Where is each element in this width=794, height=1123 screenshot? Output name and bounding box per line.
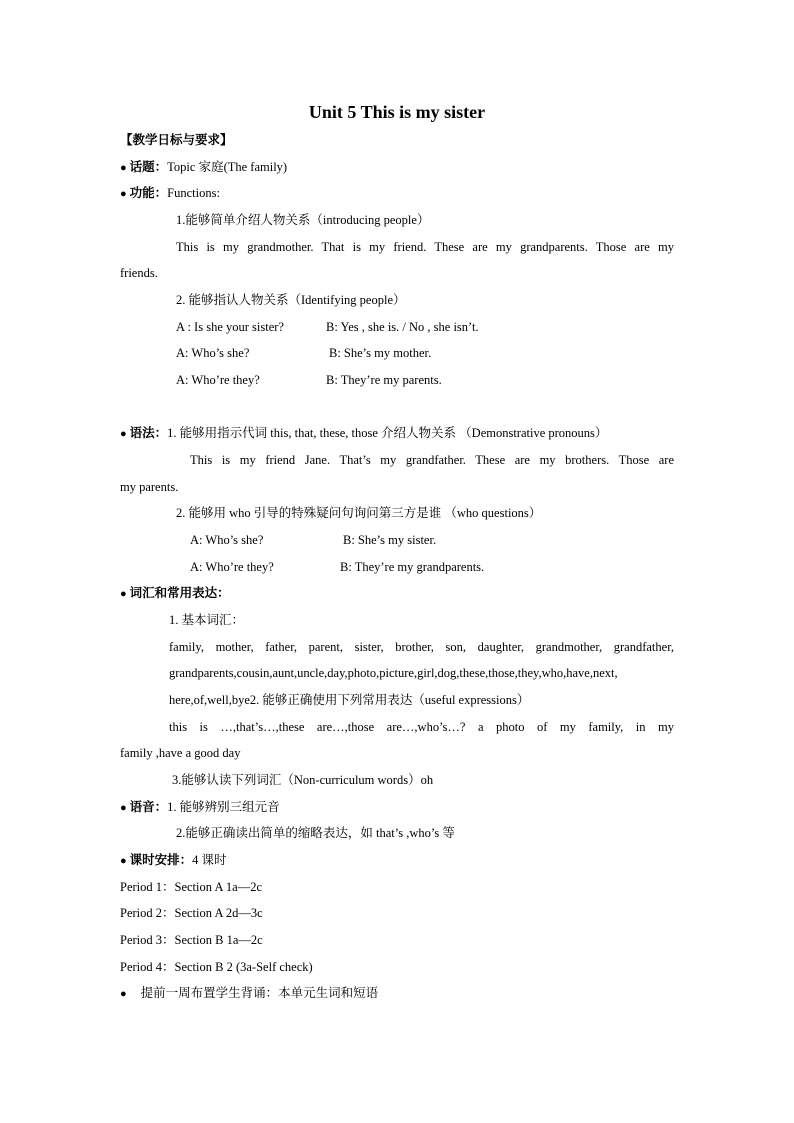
functions-example-line1: This is my grandmother. That is my friend. These are my grandparents. Those are my (176, 240, 674, 254)
vocab-words-line1: family, mother, father, parent, sister, brother, son, daughter, grandmother, grandfather, (169, 640, 674, 654)
phonetics-label: 语音： (129, 800, 168, 814)
functions-row (120, 184, 220, 203)
bullet-icon: ● (120, 855, 127, 867)
vocab-words-line3: here,of,well,bye2. 能够正确使用下列常用表达（useful expressions） (169, 693, 530, 707)
preview-row (120, 984, 378, 1003)
vocab-row (120, 584, 230, 603)
vocab-expr-line2: family ,have a good day (120, 746, 241, 760)
dialog-b: B: They’re my parents. (326, 373, 442, 387)
functions-item1: 1.能够简单介绍人物关系（introducing people） (176, 213, 430, 227)
phonetics-item1: 1. 能够辨别三组元音 (167, 800, 280, 814)
grammar-label: 语法： (129, 426, 168, 440)
grammar-item2: 2. 能够用 who 引导的特殊疑问句询问第三方是谁 （who questions） (176, 506, 542, 520)
period-line: Period 1：Section A 1a—2c (120, 880, 262, 894)
grammar-example-line1: This is my friend Jane. That’s my grandfather. These are my brothers. Those are (190, 453, 674, 467)
functions-example-line2: friends. (120, 266, 158, 280)
period-line: Period 2：Section A 2d—3c (120, 906, 263, 920)
dialog-a: A: Who’s she? (190, 533, 264, 547)
vocab-item1: 1. 基本词汇： (169, 613, 245, 627)
bullet-icon: ● (120, 162, 127, 174)
phonetics-row (120, 798, 280, 817)
vocab-item3: 3.能够认读下列词汇（Non-curriculum words）oh (172, 773, 434, 787)
topic-text: Topic 家庭(The family) (167, 160, 288, 174)
dialog-a: A: Who’re they? (176, 373, 260, 387)
topic-row (120, 158, 287, 177)
period-line: Period 4：Section B 2 (3a-Self check) (120, 960, 313, 974)
bullet-icon: ● (120, 428, 127, 440)
functions-item2: 2. 能够指认人物关系（Identifying people） (176, 293, 406, 307)
page-title: Unit 5 This is my sister (308, 102, 486, 122)
functions-label: 功能： (129, 186, 168, 200)
schedule-text: 4 课时 (192, 853, 227, 867)
bullet-icon: ● (120, 802, 127, 814)
dialog-b: B: They’re my grandparents. (340, 560, 485, 574)
dialog-a: A: Who’re they? (190, 560, 274, 574)
schedule-row (120, 851, 227, 870)
section-header: 【教学日标与要求】 (120, 133, 233, 147)
grammar-example-line2: my parents. (120, 480, 179, 494)
dialog-b: B: She’s my mother. (329, 346, 432, 360)
dialog-b: B: Yes , she is. / No , she isn’t. (326, 320, 479, 334)
bullet-icon: ● (120, 988, 127, 1000)
topic-label: 话题： (129, 160, 168, 174)
grammar-item1: 1. 能够用指示代词 this, that, these, those 介绍人物关系 （Demonstrative pronouns） (167, 426, 608, 440)
preview-text: 提前一周布置学生背诵：本单元生词和短语 (140, 986, 379, 1000)
vocab-label: 词汇和常用表达： (129, 586, 230, 600)
dialog-a: A : Is she your sister? (176, 320, 284, 334)
functions-text: Functions: (167, 186, 220, 200)
period-line: Period 3：Section B 1a—2c (120, 933, 263, 947)
vocab-words-line2: grandparents,cousin,aunt,uncle,day,photo,picture,girl,dog,these,those,they,who,have,next, (169, 666, 618, 680)
dialog-a: A: Who’s she? (176, 346, 250, 360)
vocab-expr-line1: this is …,that’s…,these are…,those are…,who’s…? a photo of my family, in my (169, 720, 674, 734)
schedule-label: 课时安排： (129, 853, 193, 867)
bullet-icon: ● (120, 588, 127, 600)
bullet-icon: ● (120, 188, 127, 200)
phonetics-item2: 2.能够正确读出简单的缩略表达，如 that’s ,who’s 等 (176, 826, 455, 840)
dialog-b: B: She’s my sister. (343, 533, 437, 547)
grammar-row (120, 424, 607, 443)
